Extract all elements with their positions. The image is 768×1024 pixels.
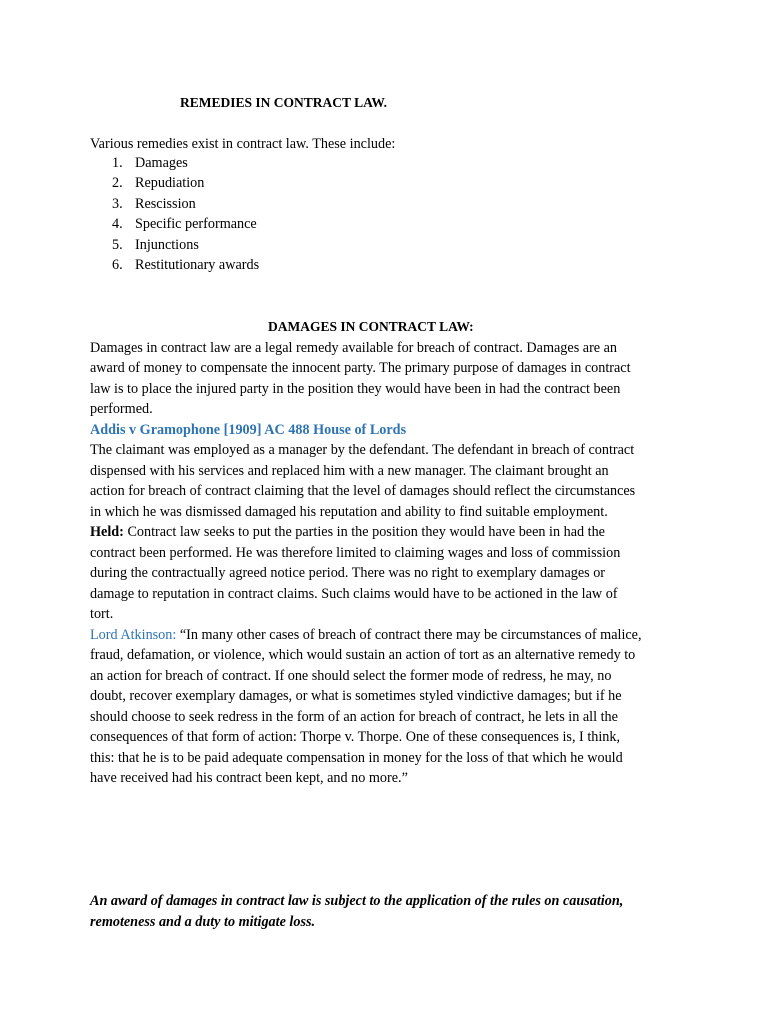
list-item: 2. Repudiation <box>112 175 205 192</box>
held-line: contract been performed. He was therefore limited to claiming wages and loss of commission <box>90 545 621 561</box>
paragraph-line: performed. <box>90 401 153 417</box>
quote-line: fraud, defamation, or violence, which would sustain an action of tort as an alternative remedy to <box>90 647 636 663</box>
case-facts-line: action for breach of contract claiming that the level of damages should reflect the circumstances <box>90 483 636 499</box>
intro-text: Various remedies exist in contract law. These include: <box>90 136 396 152</box>
section-heading: DAMAGES IN CONTRACT LAW: <box>268 319 474 334</box>
list-item: 5. Injunctions <box>112 236 199 253</box>
case-facts-line: The claimant was employed as a manager by the defendant. The defendant in breach of contract <box>90 442 635 458</box>
quote-line: should choose to seek redress in the form of an action for breach of contract, he lets in all the <box>90 709 618 725</box>
list-item: 6. Restitutionary awards <box>112 256 260 273</box>
closing-note-line: remoteness and a duty to mitigate loss. <box>90 914 316 930</box>
case-facts-line: dispensed with his services and replaced him with a new manager. The claimant brought an <box>90 463 609 479</box>
judge-label: Lord Atkinson: <box>90 627 177 643</box>
closing-note-line: An award of damages in contract law is subject to the application of the rules on causation, <box>90 893 624 909</box>
held-label: Held: <box>90 524 124 540</box>
case-facts-line: in which he was dismissed damaged his reputation and ability to find suitable employment. <box>90 504 608 520</box>
page-title: REMEDIES IN CONTRACT LAW. <box>180 95 388 110</box>
quote-line: this: that he is to be paid adequate compensation in money for the loss of that which he would <box>90 750 623 766</box>
quote-line: doubt, recover exemplary damages, or what is sometimes styled vindictive damages; but if he <box>90 688 622 704</box>
remedies-list <box>90 153 259 275</box>
list-item: 1. Damages <box>112 155 188 171</box>
list-item: 4. Specific performance <box>112 216 257 233</box>
held-line: during the contractually agreed notice period. There was no right to exemplary damages or <box>90 565 606 581</box>
paragraph-line: award of money to compensate the innocent party. The primary purpose of damages in contract <box>90 360 631 376</box>
quote-line: consequences of that form of action: Thorpe v. Thorpe. One of these consequences is, I think, <box>90 729 621 745</box>
held-line: Held: Contract law seeks to put the parties in the position they would have been in had the <box>90 524 605 540</box>
paragraph-line: law is to place the injured party in the position they would have been in had the contract been <box>90 381 621 397</box>
list-item: 3. Rescission <box>112 195 196 212</box>
quote-line: an action for breach of contract. If one should select the former mode of redress, he may, no <box>90 668 612 684</box>
quote-line: Lord Atkinson: “In many other cases of breach of contract there may be circumstances of malice, <box>90 627 642 643</box>
quote-line: have received had his contract been kept, and no more.” <box>90 770 408 786</box>
held-line: damage to reputation in contract claims. Such claims would have to be actioned in the law of <box>90 586 618 602</box>
held-line: tort. <box>90 606 114 622</box>
paragraph-line: Damages in contract law are a legal remedy available for breach of contract. Damages are an <box>90 340 618 356</box>
case-title: Addis v Gramophone [1909] AC 488 House of Lords <box>90 422 407 438</box>
